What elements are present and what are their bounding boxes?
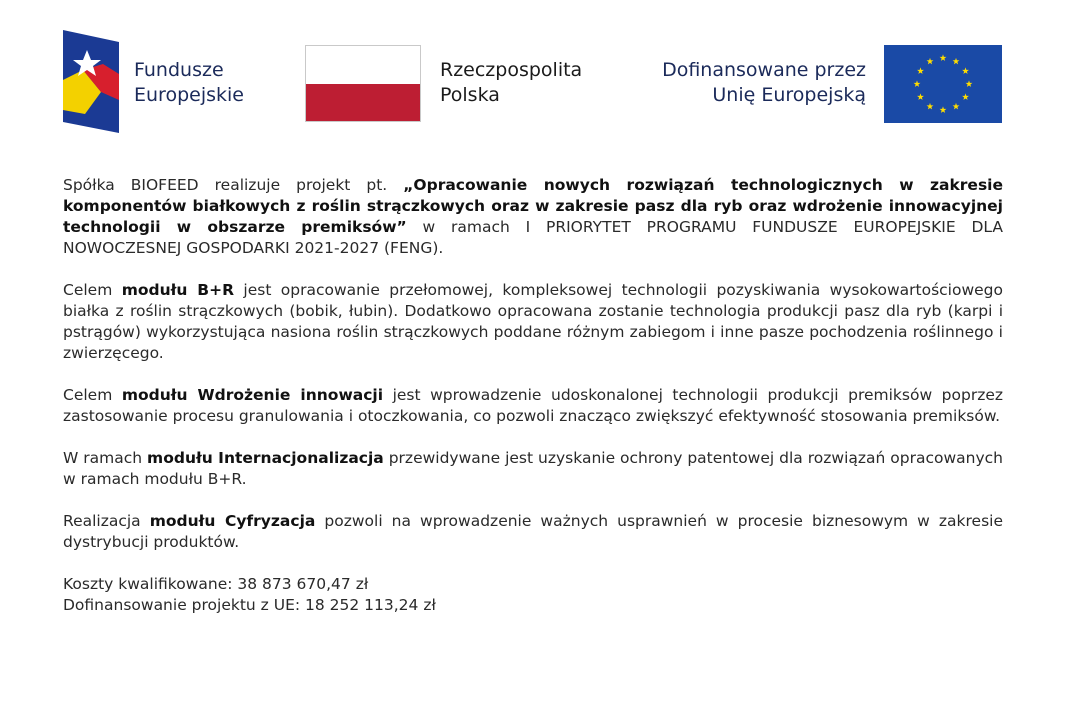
project-title: „Opracowanie nowych rozwiązań technologicznych w zakresie komponentów białkowych z roślin strączkowych oraz w zakresie pasz dla ryb oraz wdrożenie innowacyjnej technologii w obszarze premiksów”: [63, 176, 1003, 236]
eu-cofunding: Dofinansowanie projektu z UE: 18 252 113,24 zł: [63, 596, 436, 614]
fe-line2: Europejskie: [134, 84, 244, 106]
paragraph-internationalization: W ramach modułu Internacjonalizacja przewidywane jest uzyskanie ochrony patentowej dla rozwiązań opracowanych w ramach modułu B+R.: [63, 449, 1004, 488]
eu-flag: [884, 45, 1002, 123]
eu-line1: Dofinansowane przez: [662, 59, 866, 81]
project-description: [63, 175, 1003, 616]
fundusze-europejskie-logo: [63, 30, 119, 133]
rp-line2: Polska: [440, 84, 500, 106]
logo-bar: [0, 0, 1066, 140]
costs: [63, 574, 1003, 616]
module-br: modułu B+R: [121, 281, 235, 299]
paragraph-innovation: Celem modułu Wdrożenie innowacji jest wprowadzenie udoskonalonej technologii produkcji premiksów poprzez zastosowanie procesu granulowania i otoczkowania, co pozwoli znacząco zwiększyć efektywność stosowania premiksów.: [63, 386, 1003, 425]
module-innovation: modułu Wdrożenie innowacji: [121, 386, 384, 404]
polish-flag: [305, 45, 421, 122]
paragraph-intro: Spółka BIOFEED realizuje projekt pt. „Opracowanie nowych rozwiązań technologicznych w zakresie komponentów białkowych z roślin strączkowych oraz w zakresie pasz dla ryb oraz wdrożenie innowacyjnej technologii w obszarze premiksów” w ramach I PRIORYTET PROGRAMU FUNDUSZE EUROPEJSKIE DLA NOWOCZESNEJ GOSPODARKI 2021-2027 (FENG).: [63, 176, 1003, 257]
eligible-costs: Koszty kwalifikowane: 38 873 670,47 zł: [63, 575, 369, 593]
eu-line2: Unię Europejską: [712, 84, 866, 106]
fe-label: [134, 58, 244, 108]
paragraph-digitalization: Realizacja modułu Cyfryzacja pozwoli na wprowadzenie ważnych usprawnień w procesie biznesowym w zakresie dystrybucji produktów.: [63, 512, 1003, 551]
rp-label: [440, 58, 582, 108]
module-internationalization: modułu Internacjonalizacja: [147, 449, 384, 467]
eu-label: [662, 58, 866, 108]
paragraph-br: Celem modułu B+R jest opracowanie przełomowej, kompleksowej technologii pozyskiwania wysokowartościowego białka z roślin strączkowych (bobik, łubin). Dodatkowo opracowana zostanie technologia produkcji pasz dla ryb (karpi i pstrągów) wykorzystująca nasiona roślin strączkowych poddane różnym zabiegom i inne pasze pochodzenia roślinnego i zwierzęcego.: [63, 281, 1003, 362]
rp-line1: Rzeczpospolita: [440, 59, 583, 81]
fe-line1: Fundusze: [134, 59, 224, 81]
module-digitalization: modułu Cyfryzacja: [149, 512, 316, 530]
